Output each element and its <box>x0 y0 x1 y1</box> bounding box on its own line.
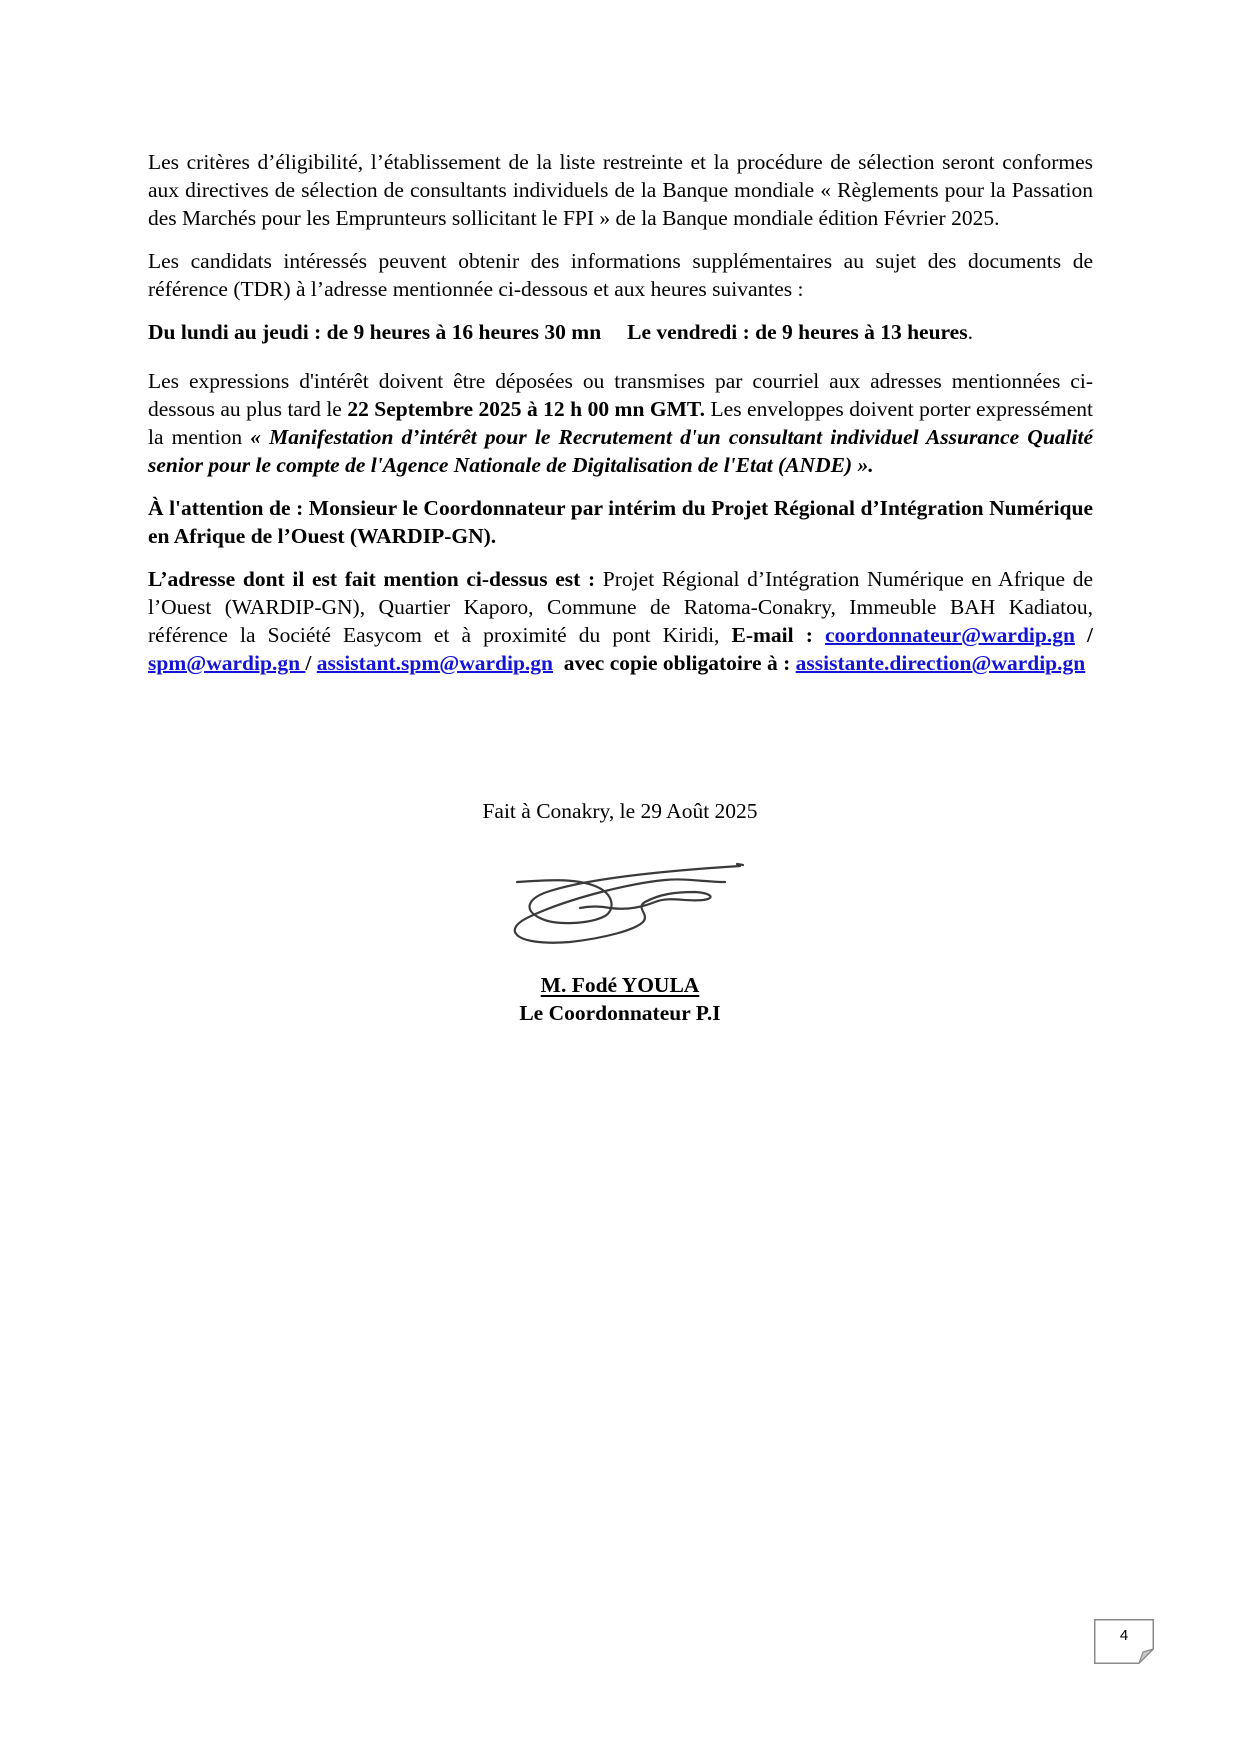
submission-deadline: 22 Septembre 2025 à 12 h 00 mn GMT. <box>347 397 706 421</box>
eligibility-paragraph: Les critères d’éligibilité, l’établissement de la liste restreinte et la procédure de sélection seront conformes aux directives de sélection de consultants individuels de la Banque mondiale « Règlements pour la Passation des Marchés pour les Emprunteurs sollicitant le FPI » de la Banque mondiale édition Février 2025. <box>148 150 1093 230</box>
hours-weekdays: Du lundi au jeudi : de 9 heures à 16 heures 30 mn <box>148 320 602 344</box>
address-text: Projet Régional d’Intégration Numérique en Afrique de l’Ouest (WARDIP-GN), Quartier Kaporo, Commune de Ratoma-Conakry, Immeuble BAH Kadiatou, référence la Société Easycom et à proximité du pont Kiridi, <box>148 567 1093 647</box>
copy-label: avec copie obligatoire à : <box>563 651 791 675</box>
email-separator: / <box>305 651 312 675</box>
signer-name <box>0 971 1240 999</box>
signer-title: Le Coordonnateur P.I <box>519 1001 721 1025</box>
submission-mention: « Manifestation d’intérêt pour le Recrutement d'un consultant individuel Assurance Qualité senior pour le compte de l'Agence Nationale de Digitalisation de l'Etat (ANDE) ». <box>148 425 1093 477</box>
document-body <box>148 148 1093 692</box>
email-link-assistant-spm[interactable]: assistant.spm@wardip.gn <box>316 651 554 675</box>
page-number: 4 <box>1119 1627 1129 1644</box>
email-link-coordonnateur[interactable]: coordonnateur@wardip.gn <box>824 623 1075 647</box>
attention-paragraph: À l'attention de : Monsieur le Coordonnateur par intérim du Projet Régional d’Intégration Numérique en Afrique de l’Ouest (WARDIP-GN). <box>148 496 1093 548</box>
place-and-date: Fait à Conakry, le 29 Août 2025 <box>482 799 758 823</box>
signature-image <box>505 858 750 958</box>
signer-name-text: M. Fodé YOULA <box>540 973 700 997</box>
email-link-spm[interactable]: spm@wardip.gn <box>148 651 306 675</box>
submission-intro: Les expressions d'intérêt doivent être déposées ou transmises par courriel aux adresses mentionnées ci-dessous au plus tard le <box>148 369 1093 421</box>
email-label: E-mail : <box>731 623 813 647</box>
email-link-assistante-direction[interactable]: assistante.direction@wardip.gn <box>795 651 1086 675</box>
handwritten-signature-icon <box>505 858 750 958</box>
hours-friday: Le vendredi : de 9 heures à 13 heures <box>627 320 968 344</box>
page-number-badge <box>1094 1619 1154 1664</box>
hours-end-punct: . <box>967 320 973 344</box>
submission-paragraph <box>148 367 1093 479</box>
email-separator: / <box>1087 623 1093 647</box>
office-hours <box>148 318 1093 346</box>
address-label: L’adresse dont il est fait mention ci-dessus est : <box>148 567 596 591</box>
submission-middle: Les enveloppes doivent porter expressément la mention <box>148 397 1094 449</box>
address-paragraph <box>148 565 1093 677</box>
information-paragraph: Les candidats intéressés peuvent obtenir des informations supplémentaires au sujet des documents de référence (TDR) à l’adresse mentionnée ci-dessous et aux heures suivantes : <box>148 249 1093 301</box>
